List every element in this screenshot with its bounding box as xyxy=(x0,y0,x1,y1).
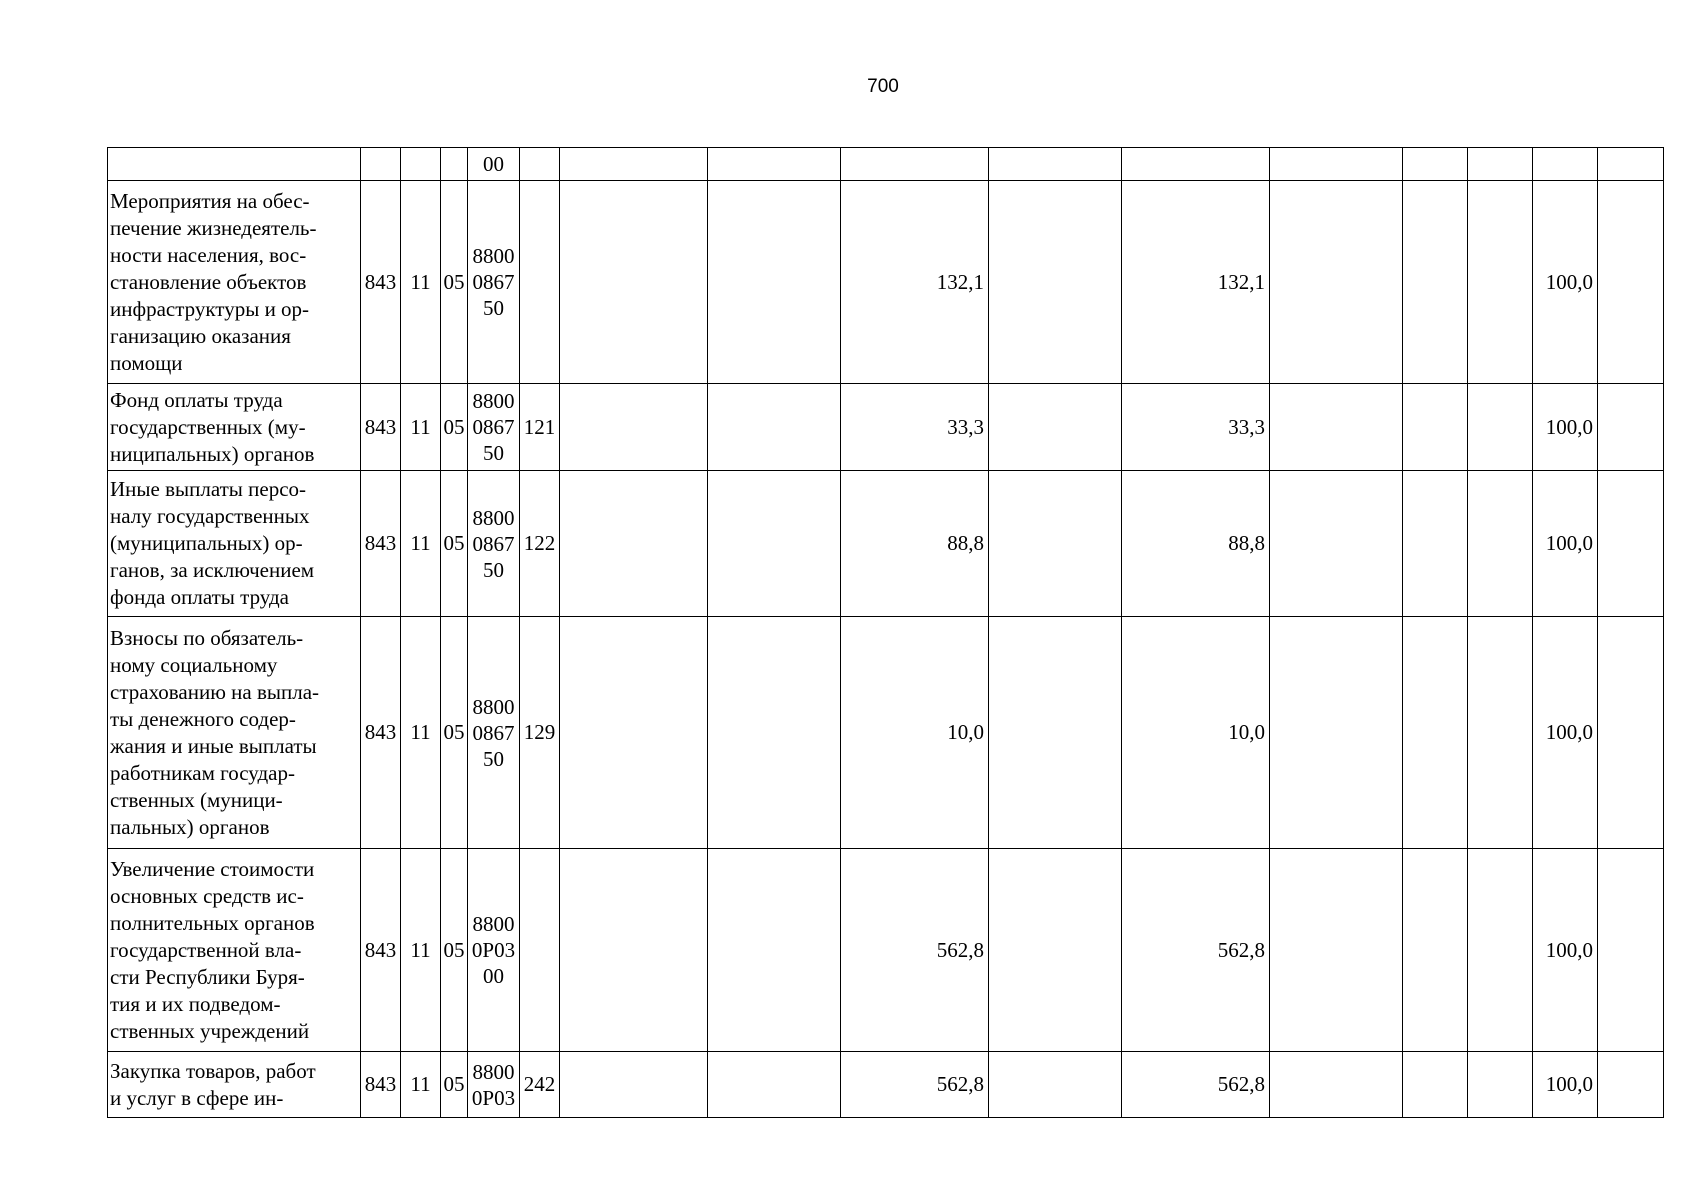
row-name: Увеличение стоимости основных средств ис- полнительных органов государственной вла- сти Республики Буря- тия и их подведом- ственных учреждений xyxy=(108,849,361,1052)
cell-col-12 xyxy=(1403,1052,1468,1118)
cell-amount-plan: 562,8 xyxy=(841,849,989,1052)
cell-target-article: 00 xyxy=(468,148,520,181)
table-row xyxy=(108,384,1664,471)
cell-razdel: 11 xyxy=(401,849,441,1052)
cell-expense-type xyxy=(520,148,560,181)
cell-col-13 xyxy=(1468,1052,1533,1118)
cell-amount-executed xyxy=(1122,148,1270,181)
cell-percent-executed: 100,0 xyxy=(1533,471,1598,617)
cell-col-12 xyxy=(1403,148,1468,181)
cell-amount-executed: 10,0 xyxy=(1122,617,1270,849)
cell-expense-type: 129 xyxy=(520,617,560,849)
cell-target-article: 8800 0867 50 xyxy=(468,384,520,471)
cell-percent-executed: 100,0 xyxy=(1533,181,1598,384)
cell-glava: 843 xyxy=(361,384,401,471)
cell-col-13 xyxy=(1468,617,1533,849)
cell-col-6 xyxy=(560,148,708,181)
cell-amount-plan: 33,3 xyxy=(841,384,989,471)
cell-col-7 xyxy=(708,181,841,384)
cell-col-11 xyxy=(1270,181,1403,384)
cell-razdel: 11 xyxy=(401,384,441,471)
page-number: 700 xyxy=(867,76,899,97)
cell-podrazdel: 05 xyxy=(441,181,468,384)
cell-col-11 xyxy=(1270,384,1403,471)
cell-amount-executed: 33,3 xyxy=(1122,384,1270,471)
cell-col-15 xyxy=(1598,181,1664,384)
cell-amount-plan: 132,1 xyxy=(841,181,989,384)
cell-col-13 xyxy=(1468,148,1533,181)
cell-percent-executed: 100,0 xyxy=(1533,1052,1598,1118)
cell-glava: 843 xyxy=(361,471,401,617)
cell-percent-executed xyxy=(1533,148,1598,181)
cell-col-11 xyxy=(1270,148,1403,181)
cell-expense-type xyxy=(520,849,560,1052)
cell-col-6 xyxy=(560,617,708,849)
cell-col-12 xyxy=(1403,384,1468,471)
cell-col-11 xyxy=(1270,471,1403,617)
cell-podrazdel: 05 xyxy=(441,617,468,849)
cell-razdel: 11 xyxy=(401,617,441,849)
cell-col-7 xyxy=(708,849,841,1052)
cell-col-15 xyxy=(1598,617,1664,849)
cell-col-6 xyxy=(560,1052,708,1118)
cell-podrazdel: 05 xyxy=(441,384,468,471)
cell-glava xyxy=(361,148,401,181)
cell-target-article: 8800 0Р03 00 xyxy=(468,849,520,1052)
cell-razdel: 11 xyxy=(401,181,441,384)
cell-amount-plan: 88,8 xyxy=(841,471,989,617)
cell-percent-executed: 100,0 xyxy=(1533,849,1598,1052)
row-name: Взносы по обязатель- ному социальному страхованию на выпла- ты денежного содер- жания и иные выплаты работникам государ- ственных (муници- пальных) органов xyxy=(108,617,361,849)
budget-table xyxy=(107,147,1664,1118)
cell-col-11 xyxy=(1270,1052,1403,1118)
cell-col-12 xyxy=(1403,849,1468,1052)
cell-razdel: 11 xyxy=(401,1052,441,1118)
cell-glava: 843 xyxy=(361,849,401,1052)
cell-col-11 xyxy=(1270,617,1403,849)
cell-col-12 xyxy=(1403,471,1468,617)
cell-col-9 xyxy=(989,617,1122,849)
cell-col-12 xyxy=(1403,181,1468,384)
row-name xyxy=(108,148,361,181)
cell-col-15 xyxy=(1598,849,1664,1052)
cell-col-7 xyxy=(708,471,841,617)
cell-col-9 xyxy=(989,181,1122,384)
cell-col-9 xyxy=(989,849,1122,1052)
cell-col-15 xyxy=(1598,384,1664,471)
table-row xyxy=(108,471,1664,617)
cell-col-7 xyxy=(708,384,841,471)
cell-col-9 xyxy=(989,471,1122,617)
row-name: Фонд оплаты труда государственных (му- ниципальных) органов xyxy=(108,384,361,471)
cell-amount-executed: 562,8 xyxy=(1122,849,1270,1052)
cell-podrazdel: 05 xyxy=(441,471,468,617)
cell-col-13 xyxy=(1468,384,1533,471)
cell-glava: 843 xyxy=(361,617,401,849)
cell-target-article: 8800 0867 50 xyxy=(468,181,520,384)
cell-col-7 xyxy=(708,1052,841,1118)
cell-target-article: 8800 0867 50 xyxy=(468,471,520,617)
cell-amount-plan: 10,0 xyxy=(841,617,989,849)
cell-amount-plan xyxy=(841,148,989,181)
table-row xyxy=(108,1052,1664,1118)
cell-target-article: 8800 0867 50 xyxy=(468,617,520,849)
table-row xyxy=(108,148,1664,181)
cell-podrazdel: 05 xyxy=(441,1052,468,1118)
row-name: Закупка товаров, работ и услуг в сфере ин- xyxy=(108,1052,361,1118)
cell-col-15 xyxy=(1598,148,1664,181)
table-row xyxy=(108,181,1664,384)
cell-amount-plan: 562,8 xyxy=(841,1052,989,1118)
cell-amount-executed: 88,8 xyxy=(1122,471,1270,617)
cell-col-7 xyxy=(708,148,841,181)
cell-col-9 xyxy=(989,384,1122,471)
cell-col-13 xyxy=(1468,849,1533,1052)
cell-col-13 xyxy=(1468,181,1533,384)
cell-col-15 xyxy=(1598,471,1664,617)
cell-col-6 xyxy=(560,849,708,1052)
cell-col-11 xyxy=(1270,849,1403,1052)
cell-col-6 xyxy=(560,384,708,471)
cell-col-6 xyxy=(560,181,708,384)
table-row xyxy=(108,849,1664,1052)
cell-razdel: 11 xyxy=(401,471,441,617)
cell-glava: 843 xyxy=(361,1052,401,1118)
cell-col-7 xyxy=(708,617,841,849)
cell-expense-type xyxy=(520,181,560,384)
cell-podrazdel: 05 xyxy=(441,849,468,1052)
cell-expense-type: 122 xyxy=(520,471,560,617)
cell-col-9 xyxy=(989,1052,1122,1118)
cell-percent-executed: 100,0 xyxy=(1533,617,1598,849)
row-name: Иные выплаты персо- налу государственных (муниципальных) ор- ганов, за исключением фонда оплаты труда xyxy=(108,471,361,617)
table-row xyxy=(108,617,1664,849)
cell-expense-type: 242 xyxy=(520,1052,560,1118)
cell-col-12 xyxy=(1403,617,1468,849)
cell-podrazdel xyxy=(441,148,468,181)
cell-percent-executed: 100,0 xyxy=(1533,384,1598,471)
cell-col-15 xyxy=(1598,1052,1664,1118)
cell-expense-type: 121 xyxy=(520,384,560,471)
cell-col-9 xyxy=(989,148,1122,181)
cell-razdel xyxy=(401,148,441,181)
cell-amount-executed: 132,1 xyxy=(1122,181,1270,384)
cell-col-13 xyxy=(1468,471,1533,617)
row-name: Мероприятия на обес- печение жизнедеятель- ности населения, вос- становление объектов инфраструктуры и ор- ганизацию оказания помощи xyxy=(108,181,361,384)
cell-target-article: 8800 0Р03 xyxy=(468,1052,520,1118)
cell-amount-executed: 562,8 xyxy=(1122,1052,1270,1118)
cell-glava: 843 xyxy=(361,181,401,384)
cell-col-6 xyxy=(560,471,708,617)
